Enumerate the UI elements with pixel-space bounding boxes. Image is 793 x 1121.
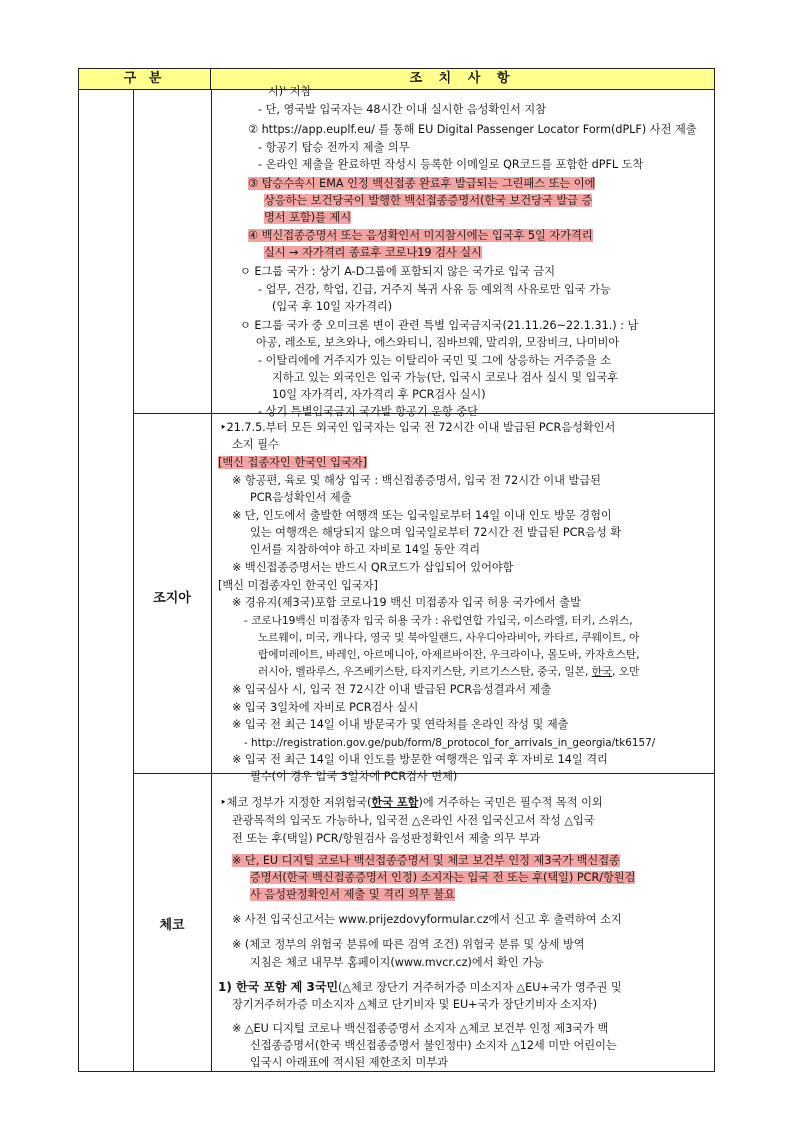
s2-line: ※ 경유지(제3국)포함 코로나19 백신 미접종자 입국 허용 국가에서 출발 xyxy=(232,596,581,609)
s3-line: 전 또는 후(택일) PCR/항원검사 음성판정확인서 제출 의무 부과 xyxy=(232,832,541,845)
s1-line: (입국 후 10일 자가격리) xyxy=(272,300,393,313)
s3-line: 장기거주허가증 미소지자 △체코 단기비자 및 EU+국가 장단기비자 소지자) xyxy=(232,998,598,1011)
s2-line: 있는 여행객은 해당되지 않으며 입국일로부터 72시간 전 발급된 PCR음성 확 xyxy=(250,526,622,539)
s2-line: ※ 백신접종증명서는 반드시 QR코드가 삽입되어 있어야함 xyxy=(232,561,514,574)
column-divider-right xyxy=(211,89,212,1071)
s1-highlight-line: 명서 포함)를 제시 xyxy=(264,211,352,224)
s2-line: ※ 입국 전 최근 14일 이내 방문국가 및 연락처를 온라인 작성 및 제출 xyxy=(232,718,569,731)
s2-line: ‣21.7.5.부터 모든 외국인 입국자는 입국 전 72시간 이내 발급된 PCR음성확인서 xyxy=(220,421,616,434)
s1-line: - 이탈리에에 거주지가 있는 이탈리아 국민 및 그에 상응하는 거주증을 소 xyxy=(258,354,612,367)
s2-line: 소지 필수 xyxy=(232,438,279,451)
s2-url: - http://registration.gov.ge/pub/form/8_protocol_for_arrivals_in_georgia/tk6157/ xyxy=(244,737,656,749)
s3-line: ※ 사전 입국신고서는 www.prijezdovyformular.cz에서 신고 후 출력하여 소지 xyxy=(232,913,622,926)
s1-line: - 업무, 건강, 학업, 긴급, 거주지 복귀 사유 등 예외적 사유로만 입국 가능 xyxy=(258,283,611,296)
s2-line: ※ 단, 인도에서 출발한 여행객 또는 입국일로부터 14일 이내 인도 방문 경험이 xyxy=(232,509,612,522)
s3-highlight-line: ※ 단, EU 디지털 코로나 백신접종증명서 및 체코 보건부 인정 제3국가 백신접종 xyxy=(232,854,620,867)
s1-line: 시)' 지참 xyxy=(268,85,312,98)
s1-line: ② https://app.euplf.eu/ 를 통해 EU Digital Passenger Locator Form(dPLF) 사전 제출 xyxy=(248,123,697,136)
s1-line: - 항공기 탑승 전까지 제출 의무 xyxy=(258,141,410,154)
s2-subheading: [백신 접종자인 한국인 입국자] xyxy=(218,456,368,469)
s3-highlight-line: 증명서(한국 백신접종증명서 인정) 소지자는 입국 전 또는 후(택일) PCR/항원검 xyxy=(250,871,636,884)
country-georgia: 조지아 xyxy=(153,591,191,606)
s3-line: ‣체코 정부가 지정한 저위험국(한국 포함)에 거주하는 국민은 필수적 목적 이외 xyxy=(220,796,603,809)
s2-line: 랍에미레이트, 바레인, 아르메니아, 아제르바이잔, 우크라이나, 몰도바, 카자흐스탄, xyxy=(258,649,640,661)
s1-line: 아공, 레소토, 보츠와나, 에스와티니, 짐바브웨, 말리위, 모잠비크, 나미비아 xyxy=(256,336,620,349)
s2-line: ※ 입국 전 최근 14일 이내 인도를 방문한 여행객은 입국 후 자비로 14일 격리 xyxy=(232,753,608,766)
s1-line: ㅇ E그룹 국가 : 상기 A-D그룹에 포함되지 않은 국가로 입국 금지 xyxy=(240,265,556,278)
s3-line: ※ (체코 정부의 위험국 분류에 따른 검역 조건) 위험국 분류 및 상세 방역 xyxy=(232,938,585,951)
s2-line: ※ 입국 3일차에 자비로 PCR검사 실시 xyxy=(232,701,419,714)
s1-line: - 상기 특별입국금지 국가발 항공기 운항 중단 xyxy=(258,405,478,418)
s2-line: 러시아, 벨라루스, 우즈베키스탄, 타지키스탄, 키르기스스탄, 중국, 일본, 한국, 오만 xyxy=(258,666,640,678)
s2-line: 노르웨이, 미국, 캐나다, 영국 및 북아일랜드, 사우디아라비아, 카타르, 쿠웨이트, 아 xyxy=(258,632,640,644)
s1-highlight-line: 상응하는 보건당국이 발행한 백신접종증명서(한국 보건당국 발급 증 xyxy=(264,194,593,207)
header-category: 구 분 xyxy=(79,69,211,89)
s1-line: 10일 자가격리, 자가격리 후 PCR검사 실시) xyxy=(272,388,486,401)
s3-line: 1) 한국 포함 제 3국민(△체코 장단기 거주허가증 미소지자 △EU+국가 영주권 및 xyxy=(218,980,622,994)
s1-line: 지하고 있는 외국인은 입국 가능(단, 입국시 코로나 검사 실시 및 입국후 xyxy=(272,371,619,384)
s3-line: 입국시 아래표에 적시된 제한조치 미부과 xyxy=(250,1056,448,1069)
country-czech: 체코 xyxy=(159,918,185,933)
s2-line: ※ 입국심사 시, 입국 전 72시간 이내 발급된 PCR음성결과서 제출 xyxy=(232,683,552,696)
s2-subheading: [백신 미접종자인 한국인 입국자] xyxy=(218,579,378,592)
header-measures: 조 치 사 항 xyxy=(409,71,516,86)
s2-line: - 코로나19백신 미접종자 입국 허용 국가 : 유럽연합 가입국, 이스라엘, 터키, 스위스, xyxy=(244,615,633,627)
s1-highlight-line: ④ 백신접종증명서 또는 음성확인서 미지참시에는 입국후 5일 자가격리 xyxy=(248,229,593,242)
s3-highlight-line: 사 음성판정확인서 제출 및 격리 의무 불요 xyxy=(250,888,456,901)
s3-line: 관광목적의 입국도 가능하나, 입국전 △온라인 사전 입국신고서 작성 △입국 xyxy=(232,814,595,827)
s2-line: ※ 항공편, 육로 및 해상 입국 : 백신접종증명서, 입국 전 72시간 이내 발급된 xyxy=(232,474,601,487)
s1-line: ㅇ E그룹 국가 중 오미크론 변이 관련 특별 입국금지국(21.11.26~22.1.31.) : 남 xyxy=(240,319,639,332)
s3-line: ※ △EU 디지털 코로나 백신접종증명서 소지자 △체코 보건부 인정 제3국가 백 xyxy=(232,1022,609,1035)
s2-line: 필수(이 경우 입국 3일차에 PCR검사 면제) xyxy=(250,770,458,783)
s1-highlight-line: ③ 탑승수속시 EMA 인정 백신접종 완료후 발급되는 그린패스 또는 이에 xyxy=(248,177,596,190)
table-header xyxy=(79,69,714,90)
s2-line: PCR음성확인서 제출 xyxy=(250,491,352,504)
s1-line: - 온라인 제출을 완료하면 작성시 등록한 이메일로 QR코드를 포함한 dPFL 도착 xyxy=(258,158,644,171)
s3-line: 신접종증명서(한국 백신접종증명서 불인정中) 소지자 △12세 미만 어린이는 xyxy=(250,1039,617,1052)
s2-line: 인서를 지참하여야 하고 자비로 14일 동안 격리 xyxy=(250,543,481,556)
s3-line: 지침은 체코 내무부 홈페이지(www.mvcr.cz)에서 확인 가능 xyxy=(250,956,544,969)
s1-line: - 단, 영국발 입국자는 48시간 이내 실시한 음성확인서 지참 xyxy=(258,103,547,116)
s1-highlight-line: 실시 → 자가격리 종료후 코로나19 검사 실시 xyxy=(264,246,482,259)
